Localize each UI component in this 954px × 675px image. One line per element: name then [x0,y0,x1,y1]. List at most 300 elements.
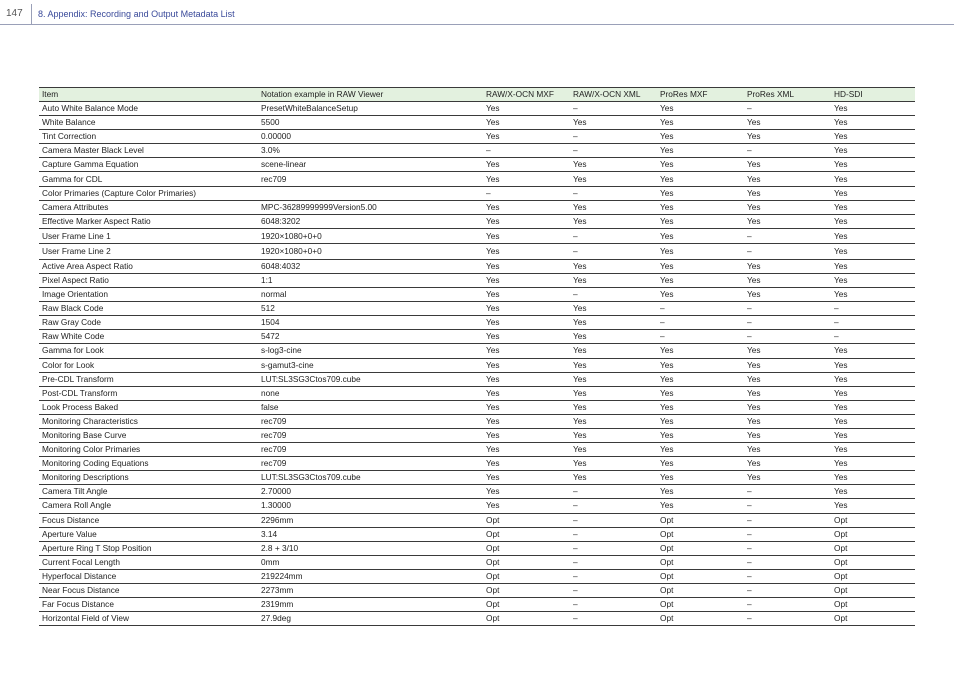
column-header-item: Item [39,88,258,102]
hd-sdi-cell: Opt [831,612,915,626]
prores-mxf-cell: Opt [657,569,744,583]
prores-mxf-cell: Yes [657,400,744,414]
prores-xml-cell: – [744,485,831,499]
raw-mxf-cell: Yes [483,273,570,287]
prores-xml-cell: Yes [744,443,831,457]
notation-cell: 1.30000 [258,499,483,513]
raw-xml-cell: – [570,130,657,144]
prores-xml-cell: – [744,569,831,583]
column-header-prores-mxf: ProRes MXF [657,88,744,102]
hd-sdi-cell: Yes [831,102,915,116]
table-row [39,200,915,214]
hd-sdi-cell: Opt [831,569,915,583]
notation-cell: LUT:SL3SG3Ctos709.cube [258,372,483,386]
prores-mxf-cell: Yes [657,200,744,214]
raw-mxf-cell: Yes [483,259,570,273]
item-cell: Raw Black Code [39,302,258,316]
item-cell: Auto White Balance Mode [39,102,258,116]
notation-cell: 6048:3202 [258,214,483,228]
notation-cell: rec709 [258,443,483,457]
raw-xml-cell: Yes [570,471,657,485]
notation-cell: scene-linear [258,158,483,172]
item-cell: Look Process Baked [39,400,258,414]
hd-sdi-cell: Yes [831,116,915,130]
notation-cell: 2.8 + 3/10 [258,541,483,555]
prores-mxf-cell: Yes [657,214,744,228]
hd-sdi-cell: Opt [831,513,915,527]
table-row [39,541,915,555]
prores-mxf-cell: Yes [657,457,744,471]
raw-xml-cell: Yes [570,372,657,386]
prores-xml-cell: – [744,527,831,541]
raw-mxf-cell: Yes [483,214,570,228]
column-header-hd-sdi: HD-SDI [831,88,915,102]
table-row [39,158,915,172]
table-row [39,428,915,442]
prores-xml-cell: Yes [744,214,831,228]
prores-xml-cell: – [744,144,831,158]
raw-xml-cell: Yes [570,214,657,228]
table-header-row [39,88,915,102]
prores-mxf-cell: Yes [657,186,744,200]
prores-xml-cell: Yes [744,116,831,130]
notation-cell: LUT:SL3SG3Ctos709.cube [258,471,483,485]
prores-mxf-cell: Yes [657,116,744,130]
raw-xml-cell: Yes [570,443,657,457]
raw-xml-cell: Yes [570,428,657,442]
hd-sdi-cell: Yes [831,130,915,144]
raw-xml-cell: Yes [570,316,657,330]
raw-xml-cell: – [570,102,657,116]
section-title: 8. Appendix: Recording and Output Metadata List [38,9,235,19]
notation-cell: MPC-36289999999Version5.00 [258,200,483,214]
item-cell: White Balance [39,116,258,130]
table-row [39,288,915,302]
prores-mxf-cell: Yes [657,499,744,513]
prores-xml-cell: – [744,598,831,612]
table-row [39,555,915,569]
notation-cell: 27.9deg [258,612,483,626]
notation-cell: 1920×1080+0+0 [258,244,483,260]
raw-xml-cell: – [570,527,657,541]
raw-xml-cell: – [570,541,657,555]
prores-xml-cell: Yes [744,414,831,428]
raw-xml-cell: Yes [570,302,657,316]
prores-mxf-cell: Yes [657,144,744,158]
notation-cell: 1504 [258,316,483,330]
raw-xml-cell: Yes [570,172,657,186]
prores-xml-cell: – [744,584,831,598]
hd-sdi-cell: Yes [831,200,915,214]
prores-mxf-cell: Yes [657,244,744,260]
table-row [39,386,915,400]
prores-mxf-cell: Opt [657,541,744,555]
metadata-table [39,87,915,626]
column-header-raw-xml: RAW/X-OCN XML [570,88,657,102]
hd-sdi-cell: Yes [831,214,915,228]
item-cell: Aperture Ring T Stop Position [39,541,258,555]
prores-mxf-cell: Yes [657,259,744,273]
table-row [39,259,915,273]
raw-mxf-cell: Yes [483,499,570,513]
table-row [39,144,915,158]
table-row [39,116,915,130]
hd-sdi-cell: Yes [831,288,915,302]
prores-xml-cell: Yes [744,372,831,386]
raw-mxf-cell: – [483,144,570,158]
raw-xml-cell: Yes [570,414,657,428]
raw-mxf-cell: Yes [483,372,570,386]
table-row [39,344,915,358]
hd-sdi-cell: Yes [831,443,915,457]
raw-mxf-cell: Yes [483,316,570,330]
hd-sdi-cell: Yes [831,244,915,260]
raw-xml-cell: – [570,144,657,158]
prores-mxf-cell: Yes [657,172,744,186]
notation-cell: 2296mm [258,513,483,527]
raw-mxf-cell: Opt [483,513,570,527]
table-row [39,172,915,186]
item-cell: Monitoring Descriptions [39,471,258,485]
item-cell: Raw Gray Code [39,316,258,330]
prores-xml-cell: – [744,244,831,260]
item-cell: Effective Marker Aspect Ratio [39,214,258,228]
notation-cell: rec709 [258,414,483,428]
raw-xml-cell: Yes [570,259,657,273]
prores-xml-cell: Yes [744,457,831,471]
item-cell: Capture Gamma Equation [39,158,258,172]
hd-sdi-cell: Yes [831,228,915,244]
raw-xml-cell: – [570,228,657,244]
table-row [39,228,915,244]
raw-mxf-cell: Yes [483,443,570,457]
raw-mxf-cell: Yes [483,386,570,400]
prores-mxf-cell: Opt [657,527,744,541]
hd-sdi-cell: Yes [831,144,915,158]
notation-cell: 1920×1080+0+0 [258,228,483,244]
raw-xml-cell: Yes [570,358,657,372]
hd-sdi-cell: Yes [831,344,915,358]
raw-mxf-cell: Yes [483,172,570,186]
item-cell: Monitoring Color Primaries [39,443,258,457]
prores-mxf-cell: Opt [657,513,744,527]
prores-xml-cell: Yes [744,288,831,302]
table-row [39,457,915,471]
raw-mxf-cell: Yes [483,400,570,414]
item-cell: Monitoring Base Curve [39,428,258,442]
prores-mxf-cell: Yes [657,471,744,485]
table-row [39,569,915,583]
table-row [39,130,915,144]
table-row [39,527,915,541]
prores-mxf-cell: Yes [657,386,744,400]
item-cell: Far Focus Distance [39,598,258,612]
hd-sdi-cell: – [831,330,915,344]
item-cell: Aperture Value [39,527,258,541]
prores-mxf-cell: Yes [657,372,744,386]
raw-xml-cell: – [570,598,657,612]
prores-xml-cell: Yes [744,273,831,287]
raw-mxf-cell: Opt [483,569,570,583]
hd-sdi-cell: Yes [831,485,915,499]
raw-mxf-cell: Yes [483,344,570,358]
prores-xml-cell: – [744,102,831,116]
notation-cell: 3.14 [258,527,483,541]
raw-xml-cell: Yes [570,330,657,344]
hd-sdi-cell: Opt [831,541,915,555]
item-cell: Tint Correction [39,130,258,144]
raw-mxf-cell: Yes [483,158,570,172]
notation-cell: 0mm [258,555,483,569]
prores-mxf-cell: Opt [657,598,744,612]
table-row [39,244,915,260]
hd-sdi-cell: Yes [831,273,915,287]
raw-mxf-cell: Opt [483,555,570,569]
item-cell: Image Orientation [39,288,258,302]
prores-xml-cell: Yes [744,386,831,400]
prores-mxf-cell: Yes [657,414,744,428]
raw-mxf-cell: Yes [483,102,570,116]
item-cell: Monitoring Coding Equations [39,457,258,471]
raw-xml-cell: – [570,186,657,200]
raw-mxf-cell: Yes [483,288,570,302]
raw-xml-cell: – [570,288,657,302]
raw-mxf-cell: Yes [483,116,570,130]
table-row [39,598,915,612]
table-row [39,330,915,344]
prores-mxf-cell: Yes [657,428,744,442]
raw-mxf-cell: Yes [483,485,570,499]
prores-mxf-cell: Opt [657,612,744,626]
prores-mxf-cell: – [657,302,744,316]
prores-xml-cell: – [744,612,831,626]
table-row [39,186,915,200]
page-number: 147 [6,8,23,19]
raw-mxf-cell: Yes [483,330,570,344]
notation-cell: s-gamut3-cine [258,358,483,372]
prores-mxf-cell: Yes [657,273,744,287]
item-cell: User Frame Line 2 [39,244,258,260]
table-row [39,358,915,372]
notation-cell: 1:1 [258,273,483,287]
item-cell: Camera Master Black Level [39,144,258,158]
table-row [39,102,915,116]
hd-sdi-cell: – [831,316,915,330]
notation-cell: 512 [258,302,483,316]
notation-cell: s-log3-cine [258,344,483,358]
prores-xml-cell: Yes [744,186,831,200]
table-row [39,584,915,598]
hd-sdi-cell: Opt [831,555,915,569]
item-cell: Active Area Aspect Ratio [39,259,258,273]
prores-mxf-cell: Yes [657,288,744,302]
prores-xml-cell: Yes [744,344,831,358]
raw-mxf-cell: Opt [483,584,570,598]
prores-mxf-cell: Yes [657,228,744,244]
column-header-raw-mxf: RAW/X-OCN MXF [483,88,570,102]
prores-mxf-cell: – [657,316,744,330]
prores-mxf-cell: Opt [657,584,744,598]
raw-xml-cell: – [570,244,657,260]
item-cell: Hyperfocal Distance [39,569,258,583]
prores-xml-cell: Yes [744,130,831,144]
hd-sdi-cell: Yes [831,172,915,186]
notation-cell: none [258,386,483,400]
item-cell: Monitoring Characteristics [39,414,258,428]
prores-xml-cell: Yes [744,358,831,372]
prores-xml-cell: – [744,316,831,330]
item-cell: Raw White Code [39,330,258,344]
item-cell: User Frame Line 1 [39,228,258,244]
table-row [39,612,915,626]
prores-mxf-cell: Yes [657,102,744,116]
raw-mxf-cell: Opt [483,527,570,541]
notation-cell: 3.0% [258,144,483,158]
table-row [39,214,915,228]
prores-mxf-cell: Opt [657,555,744,569]
raw-xml-cell: Yes [570,116,657,130]
raw-mxf-cell: Yes [483,228,570,244]
raw-xml-cell: – [570,485,657,499]
hd-sdi-cell: Opt [831,527,915,541]
notation-cell [258,186,483,200]
prores-mxf-cell: Yes [657,158,744,172]
raw-mxf-cell: Yes [483,471,570,485]
item-cell: Near Focus Distance [39,584,258,598]
hd-sdi-cell: – [831,302,915,316]
raw-xml-cell: – [570,569,657,583]
raw-xml-cell: Yes [570,200,657,214]
hd-sdi-cell: Yes [831,372,915,386]
raw-mxf-cell: Opt [483,612,570,626]
notation-cell: rec709 [258,457,483,471]
table-row [39,471,915,485]
table-row [39,400,915,414]
notation-cell: rec709 [258,172,483,186]
hd-sdi-cell: Opt [831,598,915,612]
prores-mxf-cell: Yes [657,130,744,144]
raw-mxf-cell: Yes [483,200,570,214]
notation-cell: 5500 [258,116,483,130]
prores-xml-cell: – [744,499,831,513]
hd-sdi-cell: Yes [831,358,915,372]
raw-mxf-cell: Yes [483,302,570,316]
item-cell: Post-CDL Transform [39,386,258,400]
prores-xml-cell: Yes [744,428,831,442]
raw-xml-cell: – [570,513,657,527]
notation-cell: 0.00000 [258,130,483,144]
item-cell: Gamma for CDL [39,172,258,186]
hd-sdi-cell: Yes [831,186,915,200]
prores-xml-cell: – [744,330,831,344]
prores-xml-cell: – [744,513,831,527]
raw-mxf-cell: Yes [483,428,570,442]
raw-xml-cell: – [570,612,657,626]
notation-cell: 5472 [258,330,483,344]
prores-mxf-cell: Yes [657,443,744,457]
notation-cell: 2273mm [258,584,483,598]
prores-mxf-cell: – [657,330,744,344]
raw-mxf-cell: Yes [483,244,570,260]
table-row [39,485,915,499]
raw-xml-cell: – [570,499,657,513]
hd-sdi-cell: Yes [831,414,915,428]
table-row [39,316,915,330]
item-cell: Camera Roll Angle [39,499,258,513]
notation-cell: normal [258,288,483,302]
prores-xml-cell: – [744,228,831,244]
raw-mxf-cell: Yes [483,358,570,372]
item-cell: Color Primaries (Capture Color Primaries) [39,186,258,200]
table-row [39,414,915,428]
prores-mxf-cell: Yes [657,485,744,499]
prores-mxf-cell: Yes [657,358,744,372]
raw-xml-cell: Yes [570,273,657,287]
item-cell: Pre-CDL Transform [39,372,258,386]
raw-mxf-cell: Opt [483,598,570,612]
page-header [0,0,954,25]
raw-mxf-cell: Yes [483,130,570,144]
prores-xml-cell: Yes [744,400,831,414]
raw-xml-cell: – [570,584,657,598]
item-cell: Current Focal Length [39,555,258,569]
raw-mxf-cell: Yes [483,414,570,428]
column-header-prores-xml: ProRes XML [744,88,831,102]
notation-cell: 2319mm [258,598,483,612]
notation-cell: PresetWhiteBalanceSetup [258,102,483,116]
table-row [39,513,915,527]
table-row [39,443,915,457]
notation-cell: 6048:4032 [258,259,483,273]
item-cell: Camera Tilt Angle [39,485,258,499]
prores-xml-cell: Yes [744,471,831,485]
prores-xml-cell: Yes [744,259,831,273]
hd-sdi-cell: Yes [831,499,915,513]
table-body [39,102,915,626]
raw-xml-cell: Yes [570,457,657,471]
hd-sdi-cell: Yes [831,259,915,273]
column-header-notation: Notation example in RAW Viewer [258,88,483,102]
hd-sdi-cell: Opt [831,584,915,598]
hd-sdi-cell: Yes [831,158,915,172]
prores-xml-cell: – [744,555,831,569]
table-row [39,273,915,287]
raw-xml-cell: Yes [570,386,657,400]
item-cell: Camera Attributes [39,200,258,214]
notation-cell: 2.70000 [258,485,483,499]
raw-xml-cell: – [570,555,657,569]
prores-xml-cell: Yes [744,172,831,186]
prores-xml-cell: Yes [744,200,831,214]
item-cell: Pixel Aspect Ratio [39,273,258,287]
prores-xml-cell: Yes [744,158,831,172]
table-row [39,372,915,386]
prores-mxf-cell: Yes [657,344,744,358]
hd-sdi-cell: Yes [831,428,915,442]
hd-sdi-cell: Yes [831,400,915,414]
table-row [39,302,915,316]
raw-mxf-cell: Opt [483,541,570,555]
raw-mxf-cell: – [483,186,570,200]
hd-sdi-cell: Yes [831,386,915,400]
header-divider [31,4,32,24]
item-cell: Gamma for Look [39,344,258,358]
item-cell: Color for Look [39,358,258,372]
prores-xml-cell: – [744,302,831,316]
raw-xml-cell: Yes [570,400,657,414]
hd-sdi-cell: Yes [831,471,915,485]
item-cell: Horizontal Field of View [39,612,258,626]
